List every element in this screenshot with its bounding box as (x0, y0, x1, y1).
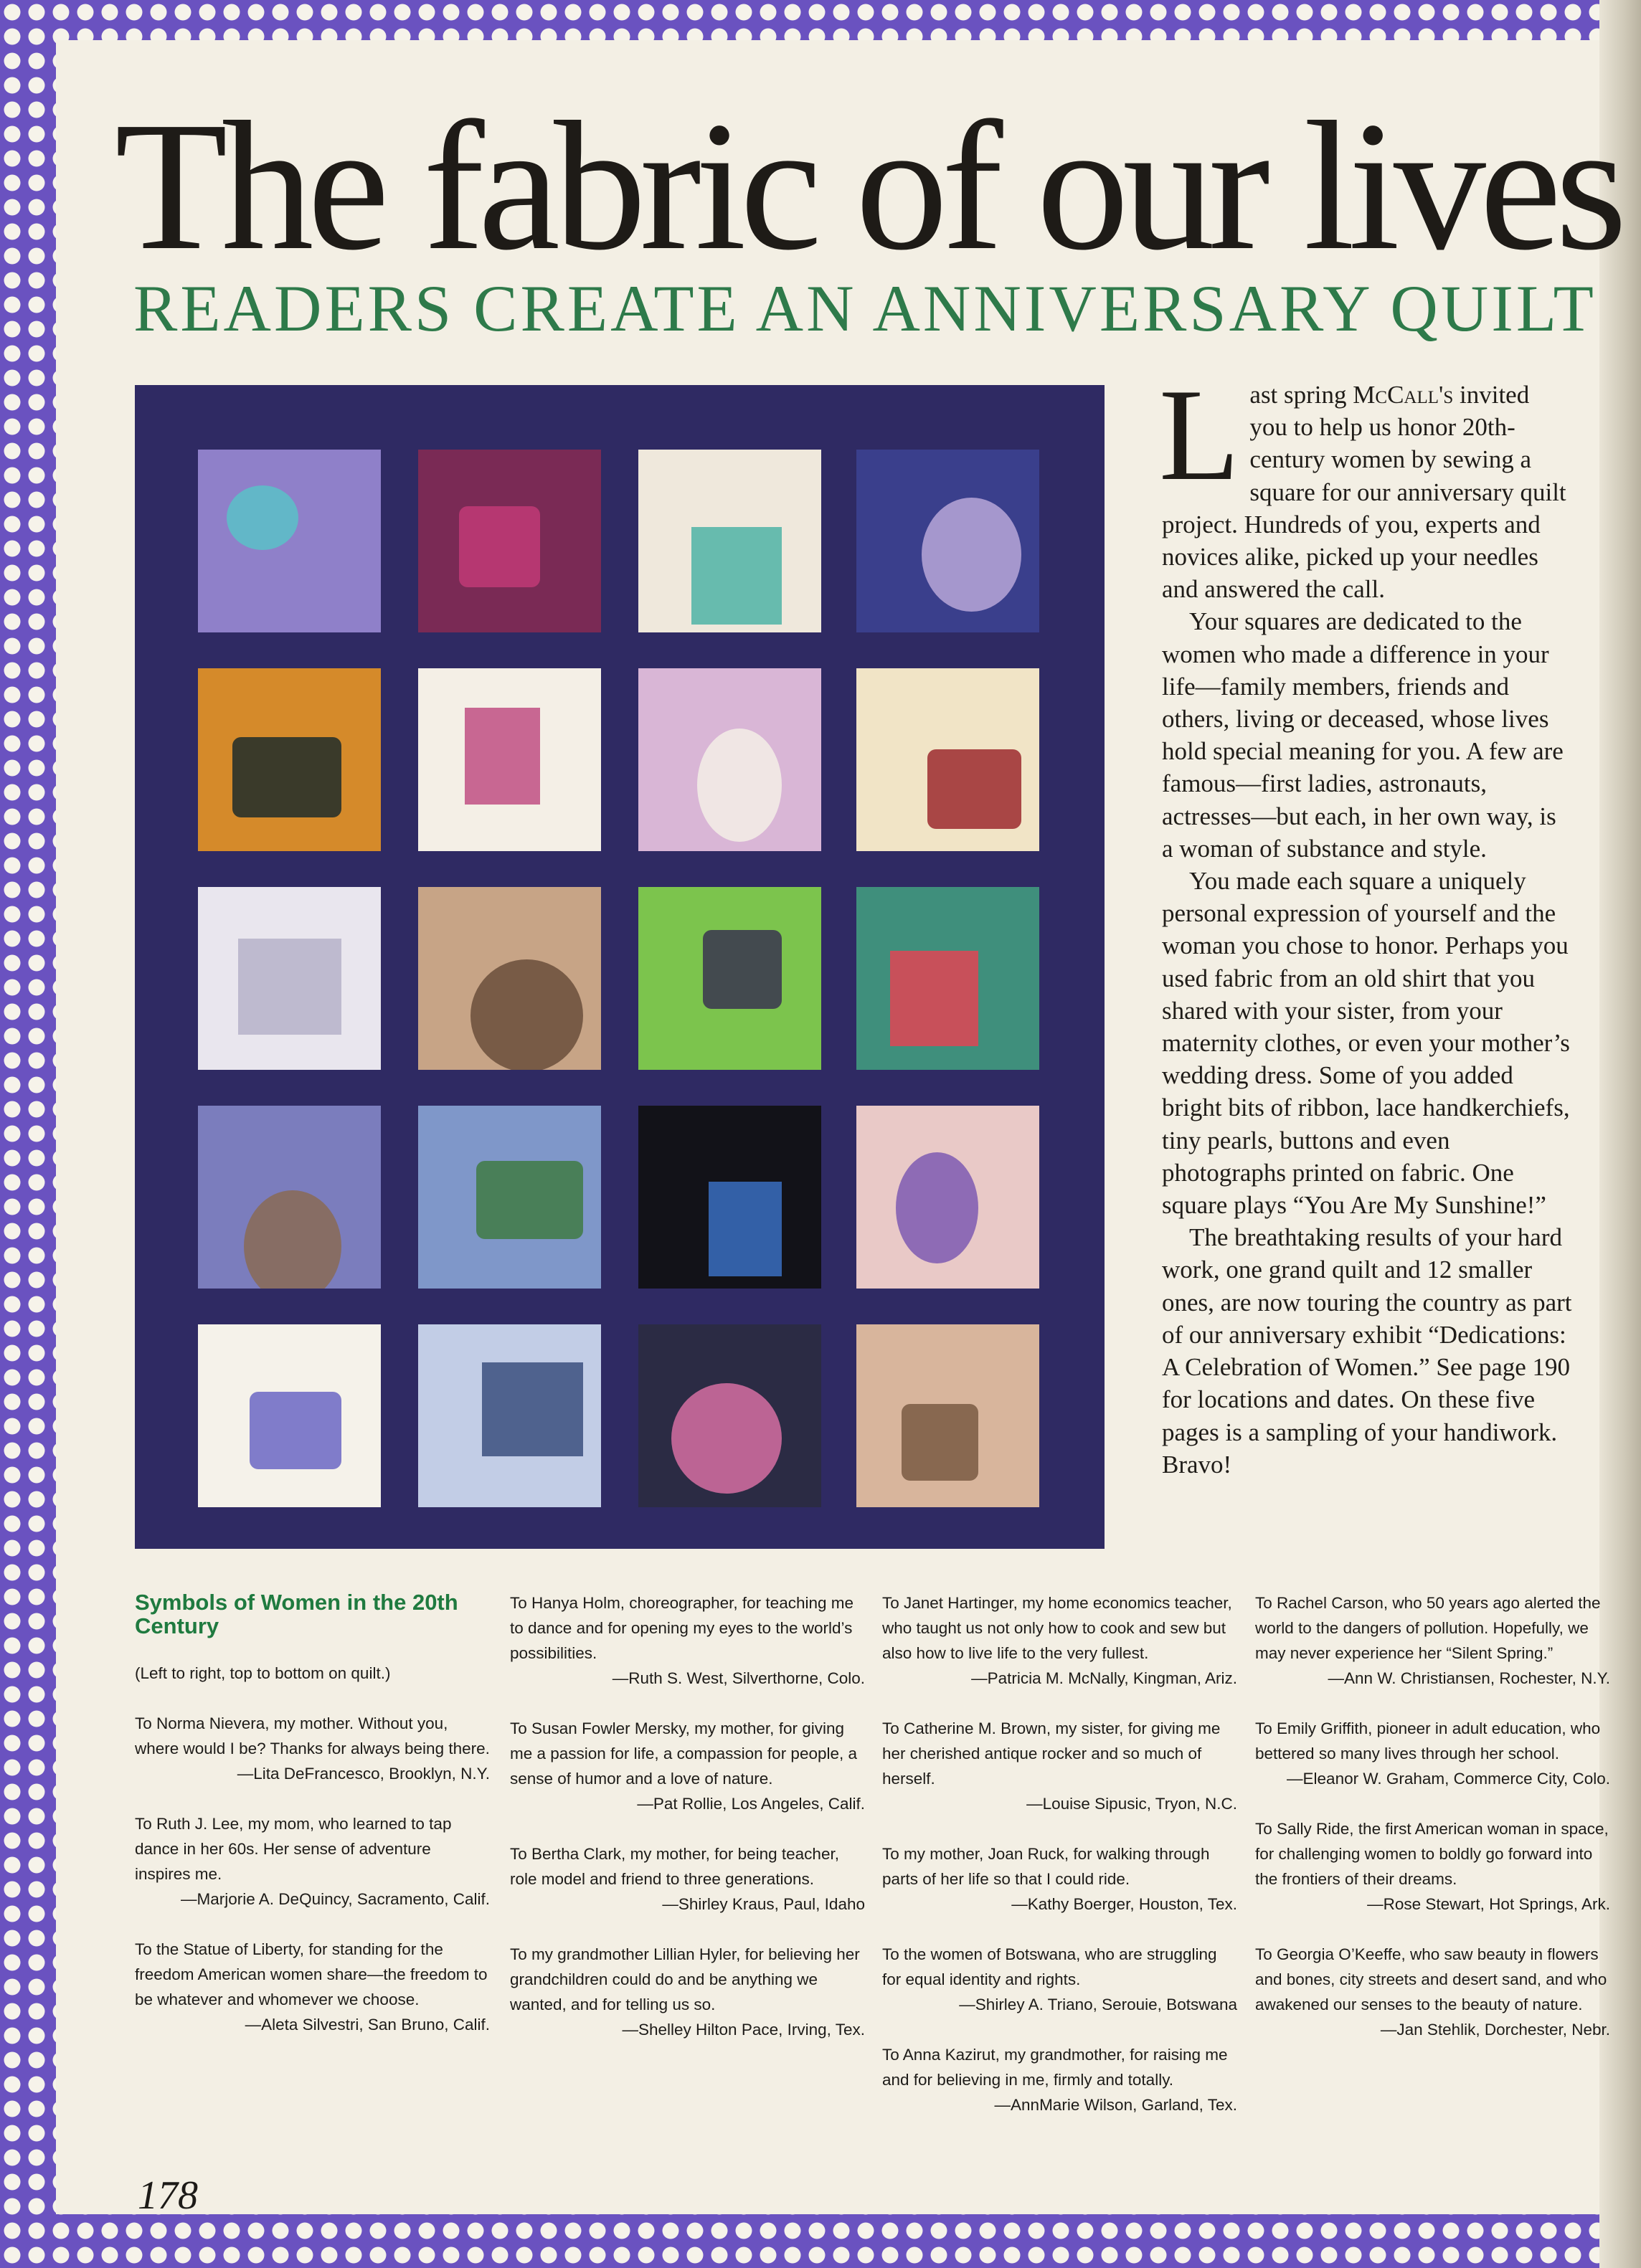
dedication-text: To Hanya Holm, choreographer, for teaching me to dance and for opening my eyes to the world’s possibilities. (510, 1594, 854, 1662)
dedication-entry (1255, 1590, 1610, 1691)
soldier-desert-square-motif (902, 1404, 978, 1481)
dancer-square-motif (922, 498, 1021, 612)
statue-of-liberty-square (638, 450, 821, 632)
crazy-patch-square (198, 450, 381, 632)
dedication-signature: —Marjorie A. DeQuincy, Sacramento, Calif. (181, 1890, 490, 1908)
iris-square (856, 1106, 1039, 1289)
dedication-text: To Janet Hartinger, my home economics teacher, who taught us not only how to cook and sew but also how to live life to the very fullest. (882, 1594, 1232, 1662)
covered-wagon-square-motif (470, 959, 583, 1070)
crazy-quilt-square (638, 1324, 821, 1507)
intro-p1-b: invited you to help us honor 20th-century women by sewing a square for our anniversary quilt project. Hundreds of you, experts and novices alike, picked up your needles and answered the call. (1162, 381, 1566, 604)
dedication-text: To the women of Botswana, who are struggling for equal identity and rights. (882, 1945, 1217, 1988)
statue-of-liberty-square-motif (691, 527, 782, 625)
dedication-entry (510, 1942, 865, 2042)
dedication-text: To Emily Griffith, pioneer in adult education, who bettered so many lives through her school. (1255, 1719, 1601, 1762)
tree-mountain-square (418, 1106, 601, 1289)
dedication-text: To Catherine M. Brown, my sister, for giving me her cherished antique rocker and so much of herself. (882, 1719, 1221, 1788)
dedication-signature: —Lita DeFrancesco, Brooklyn, N.Y. (237, 1765, 490, 1783)
dedication-entry (1255, 1816, 1610, 1917)
crazy-patch-square-motif (227, 485, 298, 550)
flowers-square-motif (232, 737, 341, 817)
portrait-square-motif (250, 1392, 341, 1469)
dedication-signature: —AnnMarie Wilson, Garland, Tex. (994, 2096, 1237, 2114)
heart-wreath-square (418, 668, 601, 851)
space-square (638, 1106, 821, 1289)
tree-of-hearts-square-motif (890, 951, 978, 1046)
hand-and-stars-square-motif (459, 506, 540, 587)
dedication-text: To Anna Kazirut, my grandmother, for raising me and for believing in me, firmly and totally. (882, 2046, 1228, 2089)
dedication-signature: —Ruth S. West, Silverthorne, Colo. (612, 1669, 865, 1687)
rocking-chairs-square (198, 887, 381, 1070)
space-square-motif (709, 1182, 782, 1276)
dedication-signature: —Shelley Hilton Pace, Irving, Tex. (622, 2021, 865, 2039)
dedication-signature: —Patricia M. McNally, Kingman, Ariz. (971, 1669, 1237, 1687)
dedication-signature: —Eleanor W. Graham, Commerce City, Colo. (1287, 1770, 1610, 1788)
column-4 (1255, 1590, 1610, 2067)
column-1 (135, 1590, 490, 2062)
heart-wreath-square-motif (465, 708, 540, 805)
dedication-signature: —Shirley A. Triano, Serouie, Botswana (959, 1996, 1237, 2013)
drop-cap: L (1159, 361, 1240, 508)
dedication-text: To Susan Fowler Mersky, my mother, for giving me a passion for life, a compassion for people, a sense of humor and a love of nature. (510, 1719, 858, 1788)
kaleidoscope-square (418, 1324, 601, 1507)
iris-square-motif (896, 1152, 978, 1263)
hand-and-stars-square (418, 450, 601, 632)
dedication-signature: —Aleta Silvestri, San Bruno, Calif. (245, 2016, 490, 2034)
dedication-entry (882, 1716, 1237, 1816)
crazy-quilt-square-motif (671, 1383, 782, 1494)
dedication-signature: —Louise Sipusic, Tryon, N.C. (1026, 1795, 1237, 1813)
rocking-chairs-square-motif (238, 939, 341, 1035)
intro-paragraph-1 (1159, 361, 1572, 605)
soldier-desert-square (856, 1324, 1039, 1507)
teacups-square (638, 668, 821, 851)
dedication-entry (882, 1841, 1237, 1917)
dedication-text: To Georgia O’Keeffe, who saw beauty in flowers and bones, city streets and desert sand, and who awakened our senses to the beauty of nature. (1255, 1945, 1607, 2013)
dedication-text: To Ruth J. Lee, my mom, who learned to tap dance in her 60s. Her sense of adventure inspires me. (135, 1815, 452, 1883)
intro-paragraph-2: Your squares are dedicated to the women who made a difference in your life—family members, friends and others, living or deceased, whose lives hold special meaning for you. A few are famous—first ladies, astronauts, actresses—but each, in her own way, is a woman of substance and style. (1162, 607, 1564, 863)
symbols-heading: Symbols of Women in the 20th Century (135, 1590, 458, 1638)
dedication-entry (135, 1937, 490, 2037)
schoolhouse-square (856, 668, 1039, 851)
tree-mountain-square-motif (476, 1161, 583, 1239)
kaleidoscope-square-motif (482, 1362, 583, 1456)
dancer-square (856, 450, 1039, 632)
dedication-entry (1255, 1942, 1610, 2042)
dedication-entry (882, 1590, 1237, 1691)
schoolhouse-square-motif (927, 749, 1021, 829)
women-of-botswana-square-motif (703, 930, 782, 1009)
column-2 (510, 1590, 865, 2067)
dedication-entry (510, 1841, 865, 1917)
page-subtitle: READERS CREATE AN ANNIVERSARY QUILT (133, 272, 1597, 345)
dedication-text: To Sally Ride, the first American woman in space, for challenging women to boldly go forward into the frontiers of their dreams. (1255, 1820, 1609, 1888)
flowers-square (198, 668, 381, 851)
covered-wagon-square (418, 887, 601, 1070)
dedication-text: To Norma Nievera, my mother. Without you, where would I be? Thanks for always being there. (135, 1714, 490, 1757)
landscape-painter-square-motif (244, 1190, 341, 1289)
mccalls-name: McCall's (1353, 381, 1454, 409)
tree-of-hearts-square (856, 887, 1039, 1070)
dedication-text: To my mother, Joan Ruck, for walking through parts of her life so that I could ride. (882, 1845, 1210, 1888)
page-number: 178 (138, 2173, 198, 2218)
intro-text (1159, 361, 1572, 1481)
teacups-square-motif (697, 729, 782, 842)
dedication-signature: —Ann W. Christiansen, Rochester, N.Y. (1328, 1669, 1610, 1687)
dedication-text: To my grandmother Lillian Hyler, for believing her grandchildren could do and be anything we wanted, and for telling us so. (510, 1945, 860, 2013)
landscape-painter-square (198, 1106, 381, 1289)
column-3 (882, 1590, 1237, 2143)
dedication-entry (1255, 1716, 1610, 1791)
dedication-text: To Rachel Carson, who 50 years ago alerted the world to the dangers of pollution. Hopefully, we may never experience her “Silent Spring.” (1255, 1594, 1601, 1662)
portrait-square (198, 1324, 381, 1507)
dedication-text: To the Statue of Liberty, for standing for the freedom American women share—the freedom to be whatever and whomever we choose. (135, 1940, 488, 2008)
quilt-photo (135, 385, 1105, 1549)
dedication-entry (135, 1811, 490, 1912)
dedication-entry (882, 1942, 1237, 2017)
dedication-signature: —Rose Stewart, Hot Springs, Ark. (1367, 1895, 1610, 1913)
dedication-text: To Bertha Clark, my mother, for being teacher, role model and friend to three generations. (510, 1845, 839, 1888)
intro-p1-a: ast spring (1249, 381, 1353, 409)
intro-paragraph-3: You made each square a uniquely personal expression of yourself and the woman you chose to honor. Perhaps you used fabric from an old shirt that you shared with your sister, from your maternity clothes, or even your mother’s wedding dress. Some of you added bright bits of ribbon, lace handkerchiefs, tiny pearls, buttons and even photographs printed on fabric. One square plays “You Are My Sunshine!” (1162, 867, 1570, 1220)
dedication-entry (135, 1711, 490, 1786)
symbols-note: (Left to right, top to bottom on quilt.) (135, 1664, 391, 1682)
dedication-signature: —Jan Stehlik, Dorchester, Nebr. (1380, 2021, 1610, 2039)
dedication-signature: —Kathy Boerger, Houston, Tex. (1011, 1895, 1237, 1913)
dedication-entry (882, 2042, 1237, 2117)
page-title: The fabric of our lives (115, 83, 1621, 288)
dedication-entry (510, 1716, 865, 1816)
dedication-entry (510, 1590, 865, 1691)
dedication-signature: —Pat Rollie, Los Angeles, Calif. (637, 1795, 865, 1813)
dedication-signature: —Shirley Kraus, Paul, Idaho (662, 1895, 865, 1913)
intro-paragraph-4: The breathtaking results of your hard work, one grand quilt and 12 smaller ones, are now touring the country as part of our anniversary exhibit “Dedications: A Celebration of Women.” See page 190 for locations and dates. On these five pages is a sampling of your handiwork. Bravo! (1162, 1223, 1572, 1479)
women-of-botswana-square (638, 887, 821, 1070)
